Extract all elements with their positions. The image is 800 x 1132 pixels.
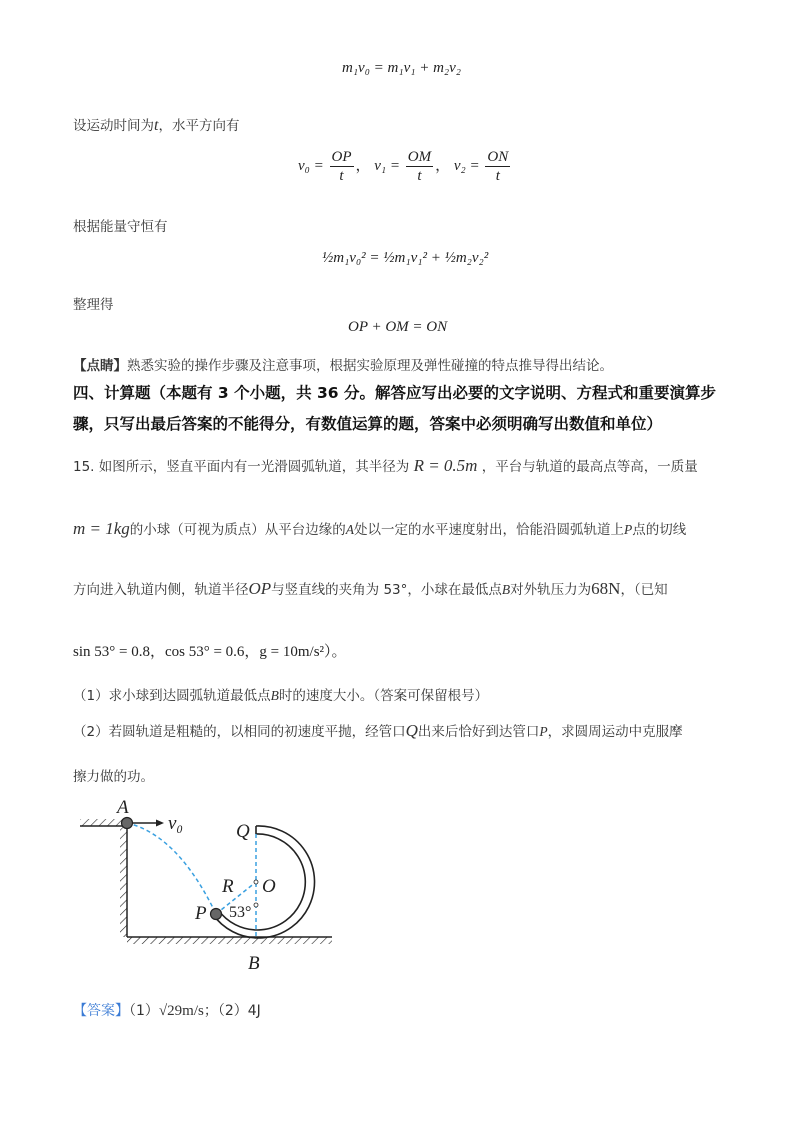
time-variable: t: [154, 117, 159, 134]
v2-denominator: t: [495, 168, 500, 184]
question-1-tail: 时的速度大小。（答案可保留根号）: [278, 688, 489, 704]
comment-text: 熟悉实验的操作步骤及注意事项，根据实验原理及弹性碰撞的特点推导得出结论。: [127, 358, 613, 374]
problem-line2: [73, 518, 686, 539]
question-1-B: B: [270, 688, 279, 703]
energy-equation: ½m₁v₀² = ½m₁v₁² + ½m₂v₂²: [322, 250, 489, 266]
momentum-equation: m₁v₀ = m₁v₁ + m₂v₂: [342, 60, 462, 76]
v0-denominator: t: [339, 168, 344, 184]
mass-value: m = 1kg: [73, 519, 130, 538]
answer-tag: 【答案】: [73, 1003, 129, 1019]
energy-intro: 根据能量守恒有: [73, 219, 168, 235]
time-intro: 设运动时间为: [73, 118, 154, 134]
result-equation: OP + OM = ON: [348, 319, 448, 335]
label-A: A: [117, 797, 129, 818]
problem-line2-b: 的小球（可视为质点）从平台边缘的: [129, 522, 346, 538]
section-heading-line1: 四、计算题（本题有 3 个小题，共 36 分。解答应写出必要的文字说明、方程式和重要演算步: [73, 384, 716, 402]
v0-lhs: v₀ =: [298, 157, 324, 174]
problem-line3-b: 与竖直线的夹角为 53°，小球在最低点: [271, 582, 502, 598]
time-sentence: [73, 114, 239, 135]
ball-A: [122, 818, 133, 829]
label-angle: 53°: [229, 904, 252, 921]
question-2-c: ，求圆周运动中克服摩: [547, 724, 683, 740]
question-2-Q: Q: [405, 721, 418, 740]
problem-line3-c: 对外轨压力为: [510, 582, 592, 598]
velocity-arrowhead: [156, 820, 164, 827]
v2-lhs: v₂ =: [453, 157, 480, 174]
comment-tag: 【点睛】: [73, 358, 127, 374]
answer-part2-prefix: （2）: [217, 1003, 248, 1019]
trajectory-path: [127, 823, 216, 914]
answer-part1-prefix: （1）: [129, 1003, 159, 1019]
track-diagram: [70, 795, 345, 980]
radius-value: R = 0.5m: [413, 456, 478, 475]
v2-numerator: ON: [487, 149, 509, 165]
answer-separator: ；: [203, 1003, 218, 1019]
question-2: [73, 720, 683, 741]
problem-line1-a: 如图所示，竖直平面内有一光滑圆弧轨道，其半径为: [98, 459, 410, 475]
label-v0: v₀: [168, 813, 184, 834]
label-Q: Q: [236, 821, 250, 842]
problem-line3-a: 方向进入轨道内侧，轨道半径: [73, 582, 249, 598]
problem-line1-b: ，平台与轨道的最高点等高，一质量: [481, 459, 698, 475]
problem-line3: [73, 578, 668, 599]
v1-numerator: OM: [407, 149, 432, 165]
section-heading-line2: 骤，只写出最后答案的不能得分，有数值运算的题，答案中必须明确写出数值和单位）: [73, 415, 663, 433]
answer-part2-value: 4J: [247, 1003, 261, 1019]
wall-hatch: [120, 826, 127, 937]
ball-P: [211, 909, 222, 920]
v0-numerator: OP: [331, 149, 352, 165]
question-2-a: （2）若圆轨道是粗糙的，以相同的初速度平抛，经管口: [73, 724, 406, 740]
force-value: 68N: [591, 579, 621, 598]
question-2-P: P: [539, 724, 548, 739]
question-2-line2: 擦力做的功。: [73, 769, 154, 785]
question-2-b: 出来后恰好到达管口: [417, 724, 540, 740]
answer-line: [73, 1000, 261, 1020]
given-constants: sin 53° = 0.8，cos 53° = 0.6，g = 10m/s²）。: [73, 644, 347, 660]
point-B-ref: B: [501, 582, 511, 597]
problem-line1: [73, 455, 698, 476]
answer-part1-value: √29m/s: [158, 1003, 204, 1019]
problem-line3-d: ，（已知: [620, 582, 668, 598]
velocity-equations: v₀ = $\frac{OP}{t}$ ， v₁ = $\frac{OM}{t}$ ， v₂ = $\frac{ON}{t}$: [298, 149, 509, 184]
simplify-intro: 整理得: [73, 297, 114, 313]
v1-denominator: t: [417, 168, 422, 184]
label-B: B: [248, 953, 260, 974]
question-1-a: （1）求小球到达圆弧轨道最低点: [73, 688, 271, 704]
center-O-mark: [254, 880, 258, 884]
radius-OP-ref: OP: [248, 579, 272, 598]
question-1: [73, 684, 488, 704]
comment: [73, 354, 613, 374]
point-P-ref: P: [624, 522, 633, 537]
angle-vertex-mark: [254, 903, 258, 907]
time-tail: ，水平方向有: [158, 118, 240, 134]
problem-line2-c: 处以一定的水平速度射出，恰能沿圆弧轨道上: [354, 522, 625, 538]
platform-hatch: [80, 819, 127, 826]
problem-number: 15.: [73, 459, 95, 475]
label-R: R: [222, 876, 234, 897]
problem-line2-d: 点的切线: [632, 522, 687, 538]
label-O: O: [262, 876, 276, 897]
point-A-ref: A: [345, 522, 355, 537]
label-P: P: [195, 903, 207, 924]
v1-lhs: v₁ =: [374, 157, 401, 174]
ground-hatch: [127, 937, 332, 944]
